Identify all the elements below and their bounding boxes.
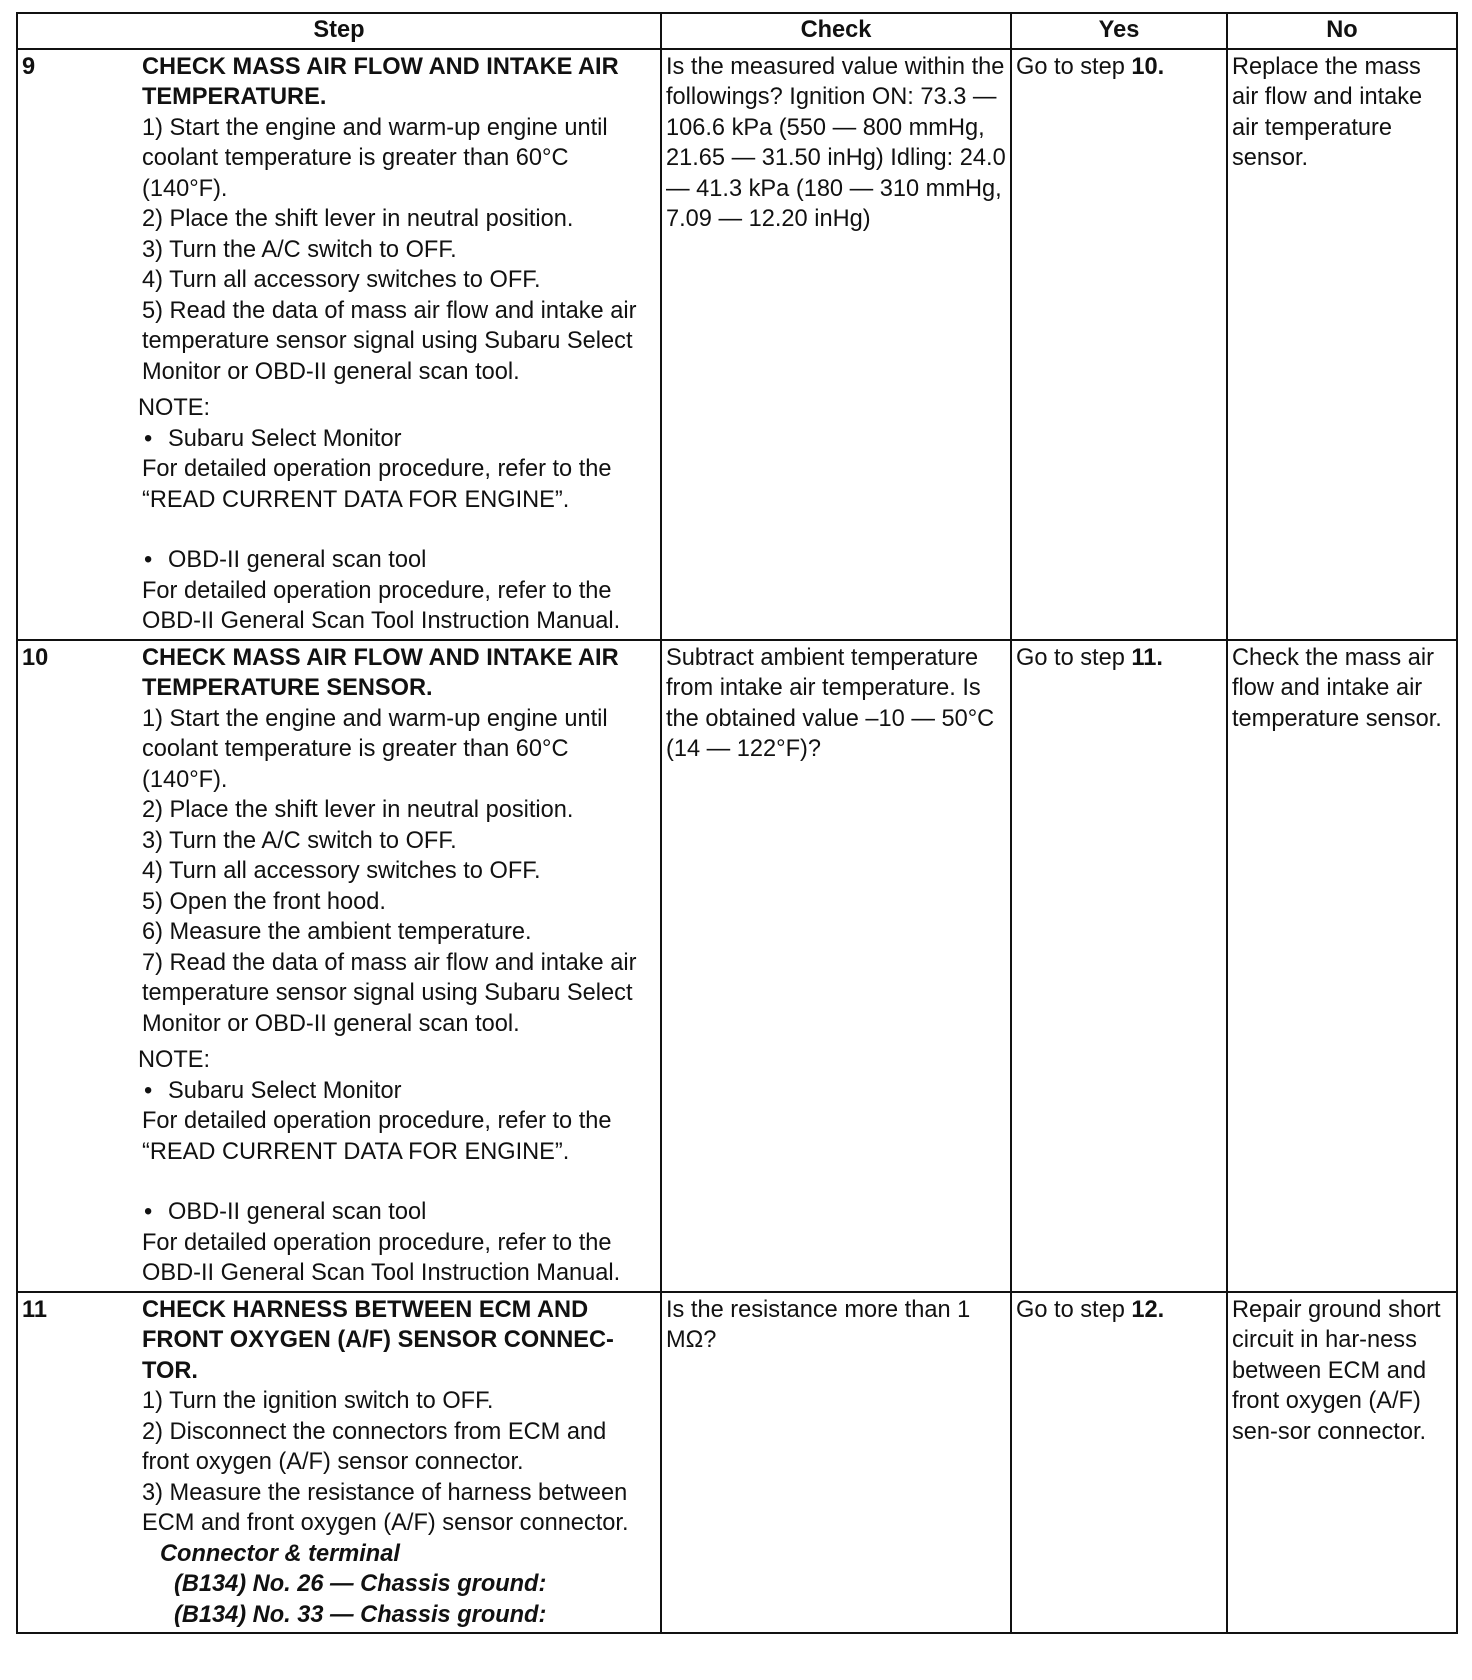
instruction: 1) Start the engine and warm-up engine until coolant temperature is greater than 60°C (140°F).	[142, 705, 608, 793]
table-header-row	[17, 13, 1457, 49]
check-cell	[661, 49, 1011, 640]
yes-prefix: Go to step	[1016, 1296, 1132, 1323]
diagnostic-table	[16, 12, 1458, 1634]
yes-step-link: 11.	[1131, 644, 1163, 671]
step-title: CHECK MASS AIR FLOW AND INTAKE AIR TEMPERATURE.	[142, 53, 619, 110]
step-number: 11	[22, 1296, 47, 1323]
step-title: CHECK MASS AIR FLOW AND INTAKE AIR TEMPERATURE SENSOR.	[142, 644, 619, 701]
step-title: CHECK HARNESS BETWEEN ECM AND FRONT OXYGEN (A/F) SENSOR CONNEC-TOR.	[142, 1296, 614, 1384]
note-block	[138, 393, 654, 637]
note-text: For detailed operation procedure, refer to the “READ CURRENT DATA FOR ENGINE”.	[142, 456, 612, 513]
bullet-icon: •	[144, 425, 153, 452]
check-cell	[661, 1292, 1011, 1634]
bullet-icon: •	[144, 547, 153, 573]
instruction: 4) Turn all accessory switches to OFF.	[142, 267, 541, 293]
step-number: 10	[22, 644, 49, 671]
check-text: Subtract ambient temperature from intake air temperature. Is the obtained value –10 — 50°C (14 — 122°F)?	[666, 644, 995, 762]
yes-cell	[1011, 640, 1227, 1292]
instruction: 1) Start the engine and warm-up engine until coolant temperature is greater than 60°C (140°F).	[142, 114, 608, 202]
bullet-icon: •	[144, 1077, 153, 1104]
instruction: 4) Turn all accessory switches to OFF.	[142, 858, 541, 884]
instruction: 6) Measure the ambient temperature.	[142, 919, 532, 945]
instruction: 2) Place the shift lever in neutral position.	[142, 797, 574, 823]
bullet-icon: •	[144, 1199, 153, 1225]
connector-terminal-item: (B134) No. 26 — Chassis ground:	[174, 1571, 547, 1597]
note-text: For detailed operation procedure, refer to the OBD-II General Scan Tool Instruction Manual.	[142, 1229, 621, 1286]
connector-terminal-heading: Connector & terminal	[160, 1540, 400, 1567]
no-text: Repair ground short circuit in har-ness between ECM and front oxygen (A/F) sen-sor connector.	[1232, 1296, 1441, 1445]
instruction: 1) Turn the ignition switch to OFF.	[142, 1388, 494, 1414]
instruction: 2) Disconnect the connectors from ECM and front oxygen (A/F) sensor connector.	[142, 1418, 607, 1475]
instruction: 5) Read the data of mass air flow and intake air temperature sensor signal using Subaru Select Monitor or OBD-II general scan tool.	[142, 297, 637, 385]
step-cell	[17, 640, 661, 1292]
note-bullet: • Subaru Select Monitor	[142, 1076, 654, 1107]
no-text: Check the mass air flow and intake air temperature sensor.	[1232, 644, 1442, 732]
no-cell	[1227, 640, 1457, 1292]
note-label: NOTE:	[138, 395, 211, 421]
no-text: Replace the mass air flow and intake air temperature sensor.	[1232, 53, 1423, 171]
connector-terminal-item: (B134) No. 33 — Chassis ground:	[174, 1601, 547, 1628]
yes-prefix: Go to step	[1016, 53, 1132, 80]
yes-cell	[1011, 49, 1227, 640]
note-bullet: • OBD-II general scan tool	[142, 545, 654, 576]
header-step: Step	[17, 13, 661, 49]
table-row	[17, 1292, 1457, 1634]
step-cell	[17, 1292, 661, 1634]
instruction: 3) Turn the A/C switch to OFF.	[142, 236, 457, 263]
header-yes: Yes	[1011, 13, 1227, 49]
check-cell	[661, 640, 1011, 1292]
table-row	[17, 640, 1457, 1292]
instruction: 5) Open the front hood.	[142, 888, 386, 915]
note-label: NOTE:	[138, 1047, 211, 1073]
instruction: 7) Read the data of mass air flow and intake air temperature sensor signal using Subaru Select Monitor or OBD-II general scan tool.	[142, 949, 637, 1037]
header-no: No	[1227, 13, 1457, 49]
step-number: 9	[22, 53, 36, 80]
check-text: Is the resistance more than 1 MΩ?	[666, 1296, 971, 1353]
troubleshooting-page	[16, 12, 1456, 1634]
note-block	[138, 1045, 654, 1289]
no-cell	[1227, 1292, 1457, 1634]
instruction: 2) Place the shift lever in neutral position.	[142, 206, 574, 232]
yes-step-link: 12.	[1131, 1296, 1165, 1323]
note-text: For detailed operation procedure, refer to the “READ CURRENT DATA FOR ENGINE”.	[142, 1108, 612, 1165]
yes-step-link: 10.	[1131, 53, 1165, 80]
header-check: Check	[661, 13, 1011, 49]
note-bullet: • Subaru Select Monitor	[142, 424, 654, 455]
yes-cell	[1011, 1292, 1227, 1634]
note-text: For detailed operation procedure, refer to the OBD-II General Scan Tool Instruction Manual.	[142, 577, 621, 634]
check-text: Is the measured value within the followings? Ignition ON: 73.3 — 106.6 kPa (550 — 800 mmHg, 21.65 — 31.50 inHg) Idling: 24.0 — 41.3 kPa (180 — 310 mmHg, 7.09 — 12.20 inHg)	[666, 53, 1006, 232]
note-bullet: • OBD-II general scan tool	[142, 1197, 654, 1228]
table-row	[17, 49, 1457, 640]
instruction: 3) Measure the resistance of harness between ECM and front oxygen (A/F) sensor connector.	[142, 1479, 629, 1536]
step-cell	[17, 49, 661, 640]
instruction: 3) Turn the A/C switch to OFF.	[142, 827, 457, 854]
no-cell	[1227, 49, 1457, 640]
yes-prefix: Go to step	[1016, 644, 1132, 671]
